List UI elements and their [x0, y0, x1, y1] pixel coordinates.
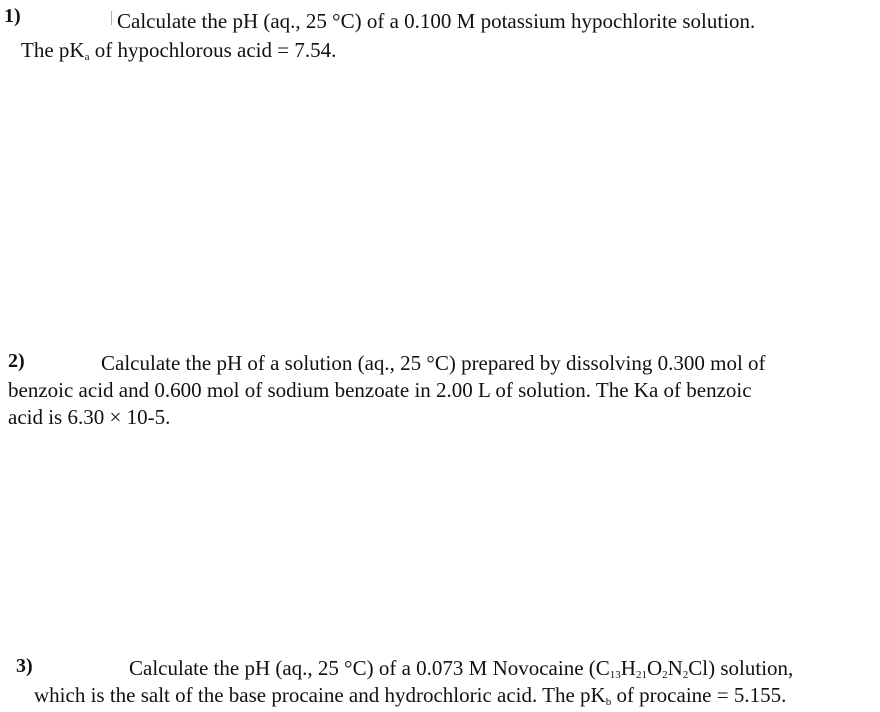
q1-pk-subscript: a	[84, 51, 90, 63]
q1-pk-text: The pK	[21, 38, 85, 62]
text-cursor-mark	[111, 11, 112, 25]
question-2-line-3: acid is 6.30 × 10-5.	[8, 405, 171, 429]
question-2-line-1: Calculate the pH of a solution (aq., 25 °C) prepared by dissolving 0.300 mol of	[101, 351, 766, 375]
question-1-line-1: Calculate the pH (aq., 25 °C) of a 0.100 M potassium hypochlorite solution.	[117, 9, 756, 33]
q3-text-pre: Calculate the pH (aq., 25 °C) of a 0.073 M Novocaine (C	[129, 656, 610, 680]
q3-h: H	[620, 656, 636, 680]
question-2-line-2: benzoic acid and 0.600 mol of sodium benzoate in 2.00 L of solution. The Ka of benzoic	[8, 378, 752, 402]
q3-sub-o: 2	[662, 669, 668, 681]
question-3-line-1	[129, 655, 793, 681]
q3-o: O	[646, 656, 663, 680]
q1-pk-value: of hypochlorous acid = 7.54.	[89, 38, 337, 62]
question-3-number: 3)	[16, 655, 33, 677]
q3-pkb-subscript: b	[605, 696, 612, 708]
q3-sub-n: 2	[682, 669, 689, 681]
q3-text-post: Cl) solution,	[688, 656, 794, 680]
question-1-line-2	[21, 37, 336, 63]
q3-n: N	[667, 656, 683, 680]
question-2-number: 2)	[8, 350, 25, 372]
q3-pkb-text: which is the salt of the base procaine and hydrochloric acid. The pK	[34, 683, 606, 707]
q3-sub-h: 21	[635, 669, 647, 681]
question-3-line-2	[34, 682, 786, 708]
q3-pkb-value: of procaine = 5.155.	[611, 683, 787, 707]
question-1-number: 1)	[4, 5, 21, 27]
q3-sub-c: 13	[609, 669, 621, 681]
